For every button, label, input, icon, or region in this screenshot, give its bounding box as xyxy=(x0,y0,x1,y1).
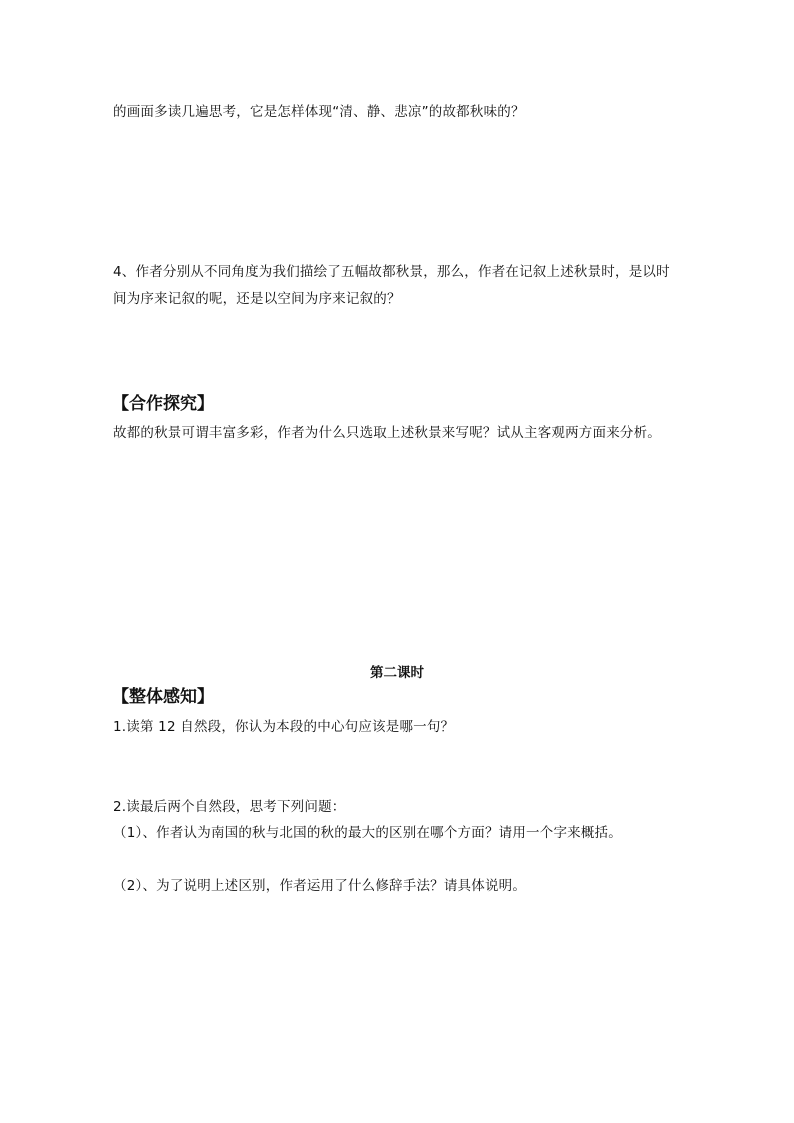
lesson-2-question-2-sub-1: （1）、作者认为南国的秋与北国的秋的最大的区别在哪个方面？请用一个字来概括。 xyxy=(113,825,622,841)
lesson-2-question-2: 2.读最后两个自然段，思考下列问题： xyxy=(113,799,346,815)
overall-perception-heading: 【整体感知】 xyxy=(112,687,214,707)
lesson-2-question-1: 1.读第 12 自然段，你认为本段的中心句应该是哪一句？ xyxy=(113,719,455,735)
cooperative-inquiry-question: 故都的秋景可谓丰富多彩，作者为什么只选取上述秋景来写呢？试从主客观两方面来分析。 xyxy=(113,425,661,441)
lesson-2-title: 第二课时 xyxy=(370,665,424,681)
question-4-line-2: 间为序来记叙的呢，还是以空间为序来记叙的？ xyxy=(113,291,401,307)
question-4-line-1: 4、作者分别从不同角度为我们描绘了五幅故都秋景，那么，作者在记叙上述秋景时，是以时 xyxy=(113,264,670,280)
cooperative-inquiry-heading: 【合作探究】 xyxy=(112,394,214,414)
question-3-continuation: 的画面多读几遍思考，它是怎样体现“清、静、悲凉”的故都秋味的？ xyxy=(113,104,525,120)
lesson-2-question-2-sub-2: （2）、为了说明上述区别，作者运用了什么修辞手法？请具体说明。 xyxy=(113,878,527,894)
